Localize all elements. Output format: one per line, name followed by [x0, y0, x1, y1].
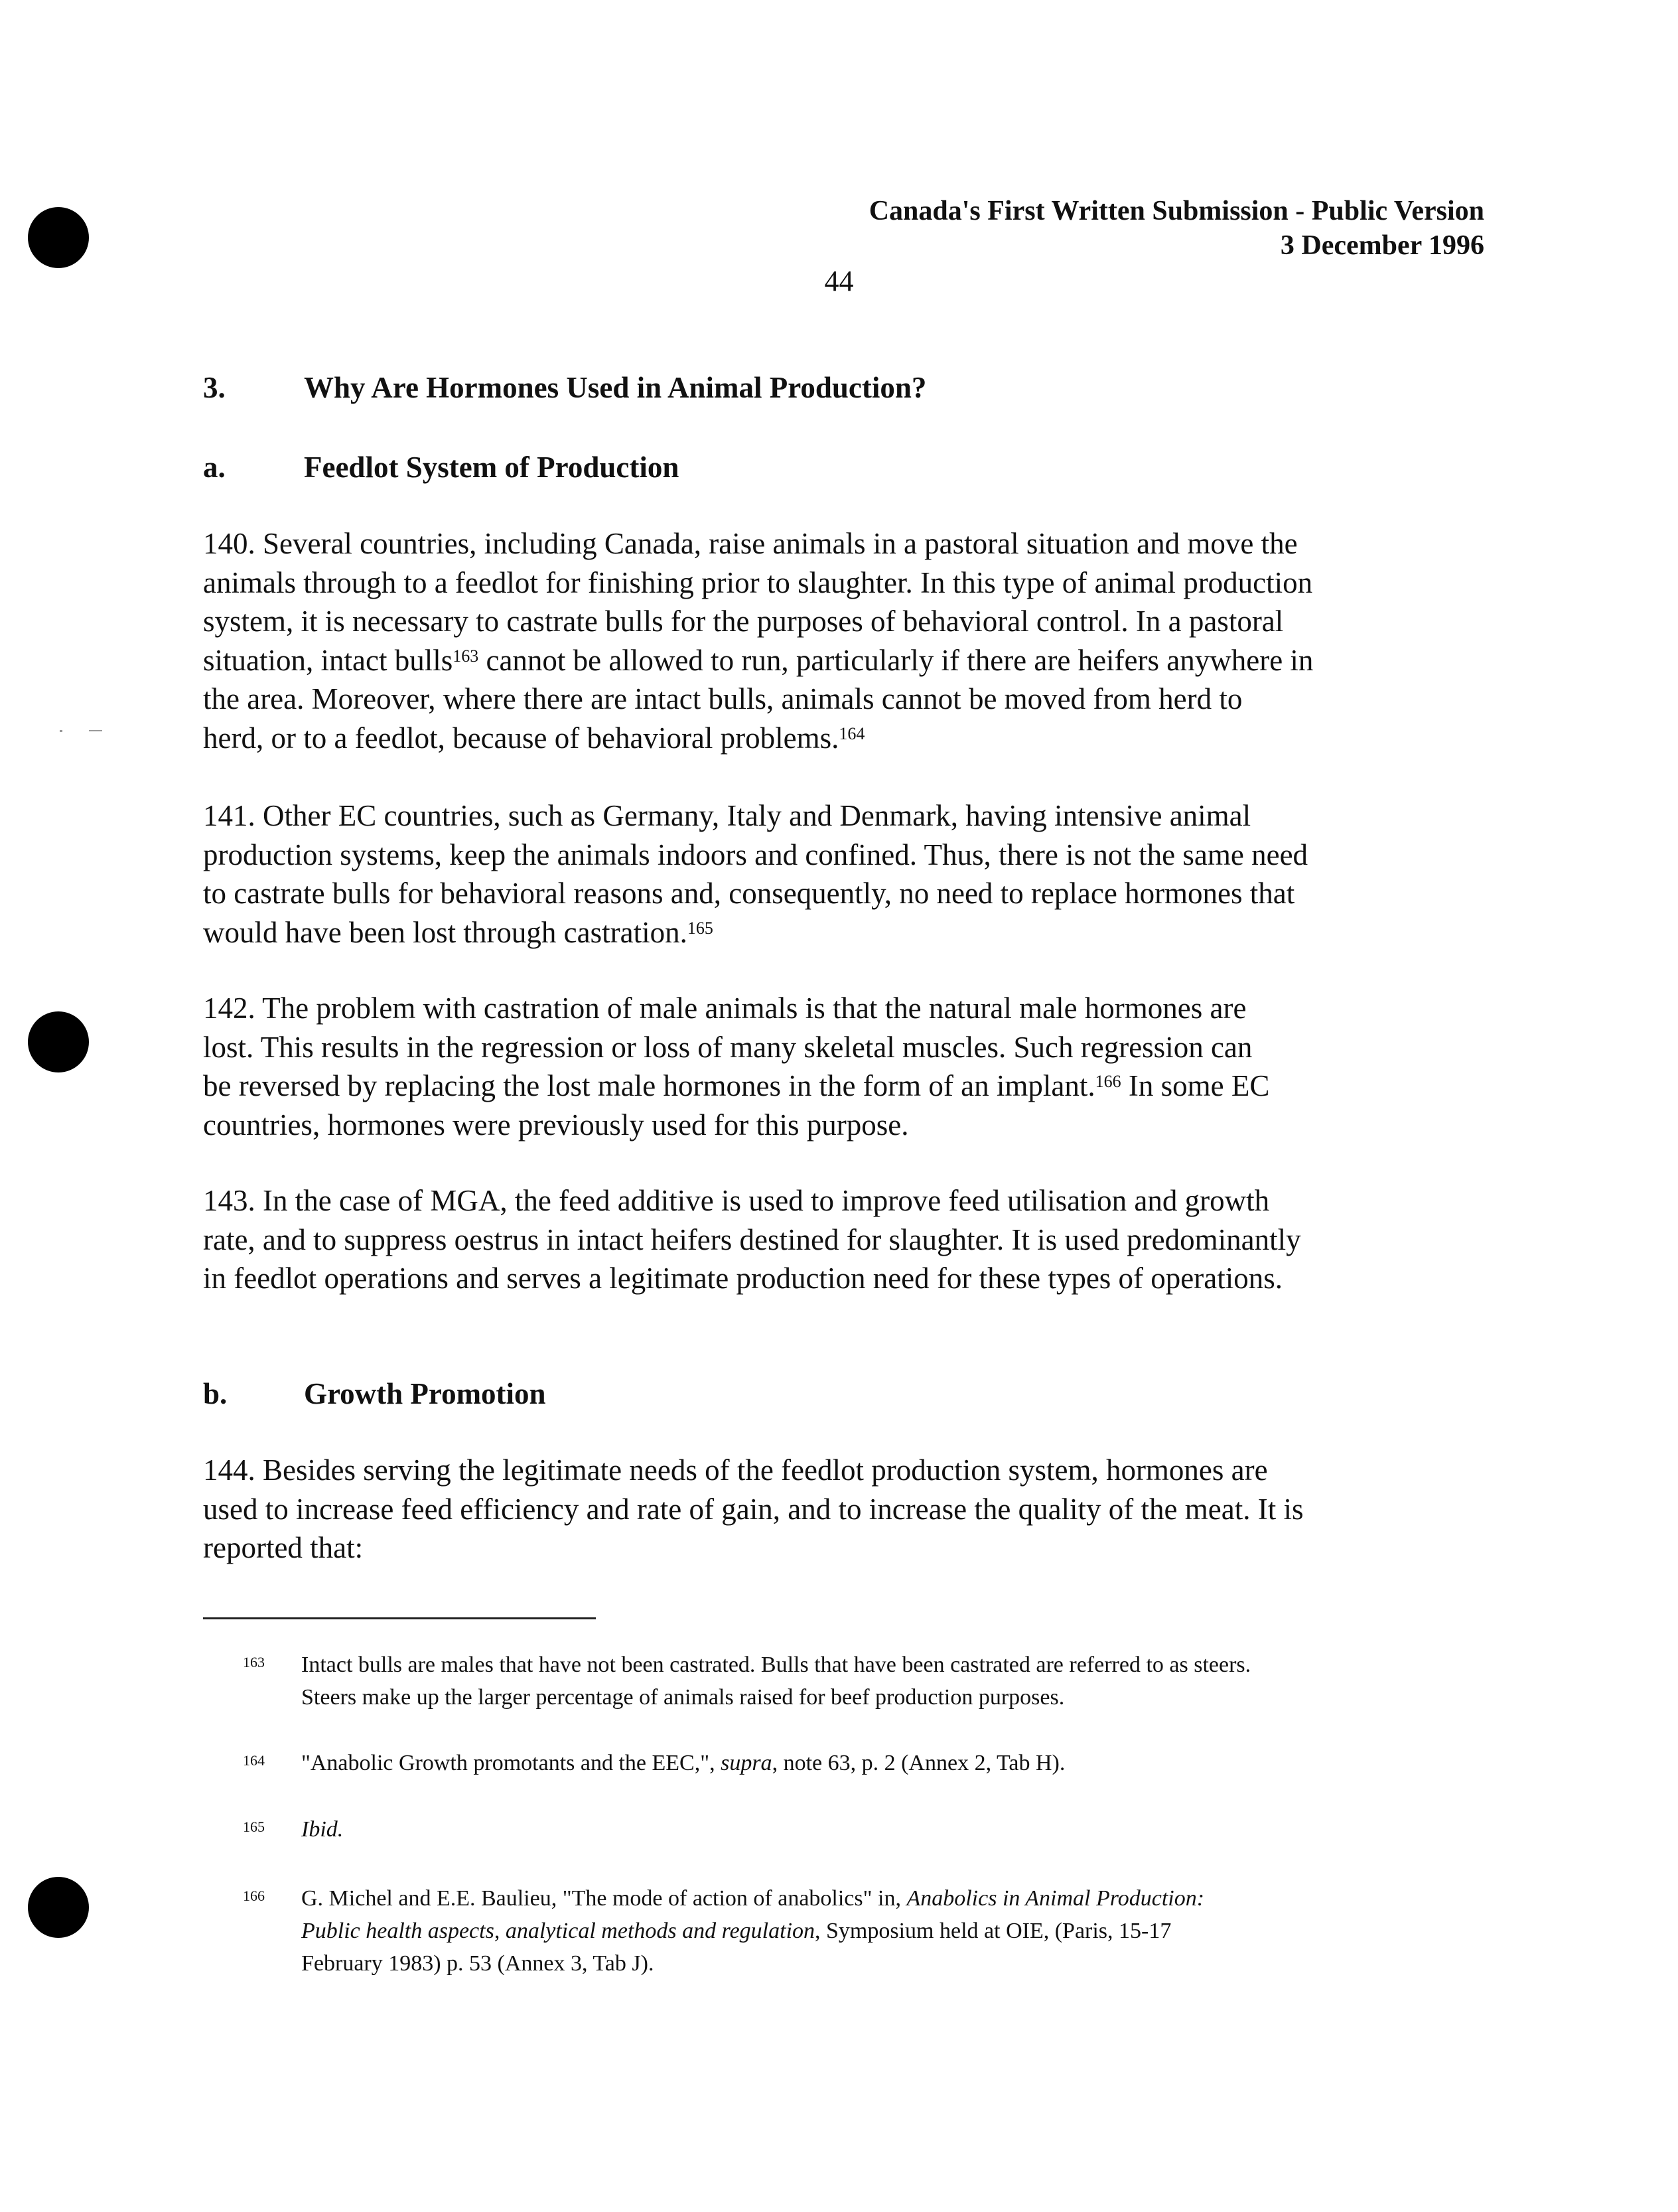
section-number: a. — [203, 451, 226, 484]
paragraph-143 — [203, 1181, 1497, 1298]
text-span: , note 63, p. 2 (Annex 2, Tab H). — [772, 1751, 1066, 1775]
punch-hole-top — [28, 207, 89, 268]
footnote-ref-164[interactable]: 164 — [839, 723, 865, 743]
footnote-line: Intact bulls are males that have not been castrated. Bulls that have been castrated are referred to as steers. — [301, 1653, 1251, 1677]
text-line: 140. Several countries, including Canada, raise animals in a pastoral situation and move the — [203, 527, 1298, 560]
page-number: 44 — [824, 265, 854, 297]
punch-hole-bottom — [28, 1877, 89, 1938]
text-line — [203, 913, 1497, 952]
text-line: animals through to a feedlot for finishing prior to slaughter. In this type of animal production — [203, 565, 1313, 599]
footnote-line — [301, 1915, 1204, 1947]
text-span: "Anabolic Growth promotants and the EEC,", — [301, 1751, 721, 1775]
text-line: rate, and to suppress oestrus in intact heifers destined for slaughter. It is used predominantly — [203, 1222, 1301, 1256]
text-span: , Symposium held at OIE, (Paris, 15-17 — [815, 1919, 1172, 1943]
scan-speck — [60, 730, 62, 732]
header-title: Canada's First Written Submission - Public Version — [869, 196, 1484, 226]
footnote-mark: 164 — [243, 1752, 265, 1769]
section-heading-b — [203, 1375, 546, 1412]
text-line: production systems, keep the animals indoors and confined. Thus, there is not the same need — [203, 838, 1308, 871]
text-span-italic: supra — [721, 1751, 772, 1775]
footnote-mark: 165 — [243, 1818, 265, 1835]
text-line: reported that: — [203, 1531, 364, 1564]
footnote-separator — [203, 1617, 596, 1619]
paragraph-144 — [203, 1451, 1497, 1568]
paragraph-140 — [203, 524, 1497, 757]
footnote-line: February 1983) p. 53 (Annex 3, Tab J). — [301, 1951, 654, 1976]
text-span: herd, or to a feedlot, because of behavioral problems. — [203, 721, 839, 755]
footnote-text — [301, 1649, 1251, 1714]
text-line — [203, 641, 1497, 680]
text-line: 141. Other EC countries, such as Germany, Italy and Denmark, having intensive animal — [203, 799, 1251, 832]
text-span: situation, intact bulls — [203, 643, 453, 677]
text-line: system, it is necessary to castrate bulls for the purposes of behavioral control. In a pastoral — [203, 605, 1284, 638]
text-line: to castrate bulls for behavioral reasons and, consequently, no need to replace hormones that — [203, 877, 1295, 910]
punch-hole-middle — [28, 1011, 89, 1072]
text-line — [203, 1067, 1497, 1106]
text-span-italic: Public health aspects, analytical methods and regulation — [301, 1919, 815, 1943]
text-span: would have been lost through castration. — [203, 915, 687, 949]
footnote-text — [301, 1813, 343, 1846]
text-span-italic: Anabolics in Animal Production: — [906, 1886, 1205, 1911]
section-heading-a — [203, 449, 679, 486]
text-line: 142. The problem with castration of male animals is that the natural male hormones are — [203, 992, 1247, 1025]
scan-speck — [89, 730, 102, 731]
footnote-text — [301, 1882, 1204, 1980]
paragraph-142 — [203, 989, 1497, 1144]
text-line: the area. Moreover, where there are intact bulls, animals cannot be moved from herd to — [203, 682, 1243, 715]
section-number: 3. — [203, 371, 226, 404]
text-line: lost. This results in the regression or loss of many skeletal muscles. Such regression can — [203, 1030, 1253, 1064]
text-line — [203, 719, 1497, 758]
section-title: Feedlot System of Production — [304, 451, 679, 484]
footnote-mark: 163 — [243, 1654, 265, 1670]
text-line: in feedlot operations and serves a legitimate production need for these types of operations. — [203, 1262, 1283, 1295]
section-number: b. — [203, 1377, 228, 1410]
text-line: countries, hormones were previously used for this purpose. — [203, 1108, 909, 1142]
text-span: G. Michel and E.E. Baulieu, "The mode of action of anabolics" in, — [301, 1886, 907, 1911]
text-span-italic: Ibid. — [301, 1817, 344, 1842]
text-line: used to increase feed efficiency and rate of gain, and to increase the quality of the meat. It is — [203, 1492, 1304, 1526]
header-date: 3 December 1996 — [1280, 230, 1484, 261]
section-title: Why Are Hormones Used in Animal Production? — [304, 371, 927, 404]
text-span: In some EC — [1121, 1069, 1270, 1102]
footnote-ref-163[interactable]: 163 — [453, 646, 479, 666]
footnote-ref-165[interactable]: 165 — [687, 918, 713, 938]
section-heading-3 — [203, 369, 926, 406]
text-line: 144. Besides serving the legitimate needs of the feedlot production system, hormones are — [203, 1453, 1268, 1487]
text-line: 143. In the case of MGA, the feed additive is used to improve feed utilisation and growth — [203, 1184, 1270, 1217]
footnote-text — [301, 1747, 1065, 1779]
footnote-line — [301, 1882, 1204, 1915]
section-title: Growth Promotion — [304, 1377, 546, 1410]
footnote-mark: 166 — [243, 1887, 265, 1904]
text-span: cannot be allowed to run, particularly if there are heifers anywhere in — [478, 643, 1314, 677]
footnote-line: Steers make up the larger percentage of animals raised for beef production purposes. — [301, 1685, 1065, 1710]
paragraph-141 — [203, 796, 1497, 952]
footnote-ref-166[interactable]: 166 — [1095, 1072, 1121, 1091]
text-span: be reversed by replacing the lost male hormones in the form of an implant. — [203, 1069, 1095, 1102]
